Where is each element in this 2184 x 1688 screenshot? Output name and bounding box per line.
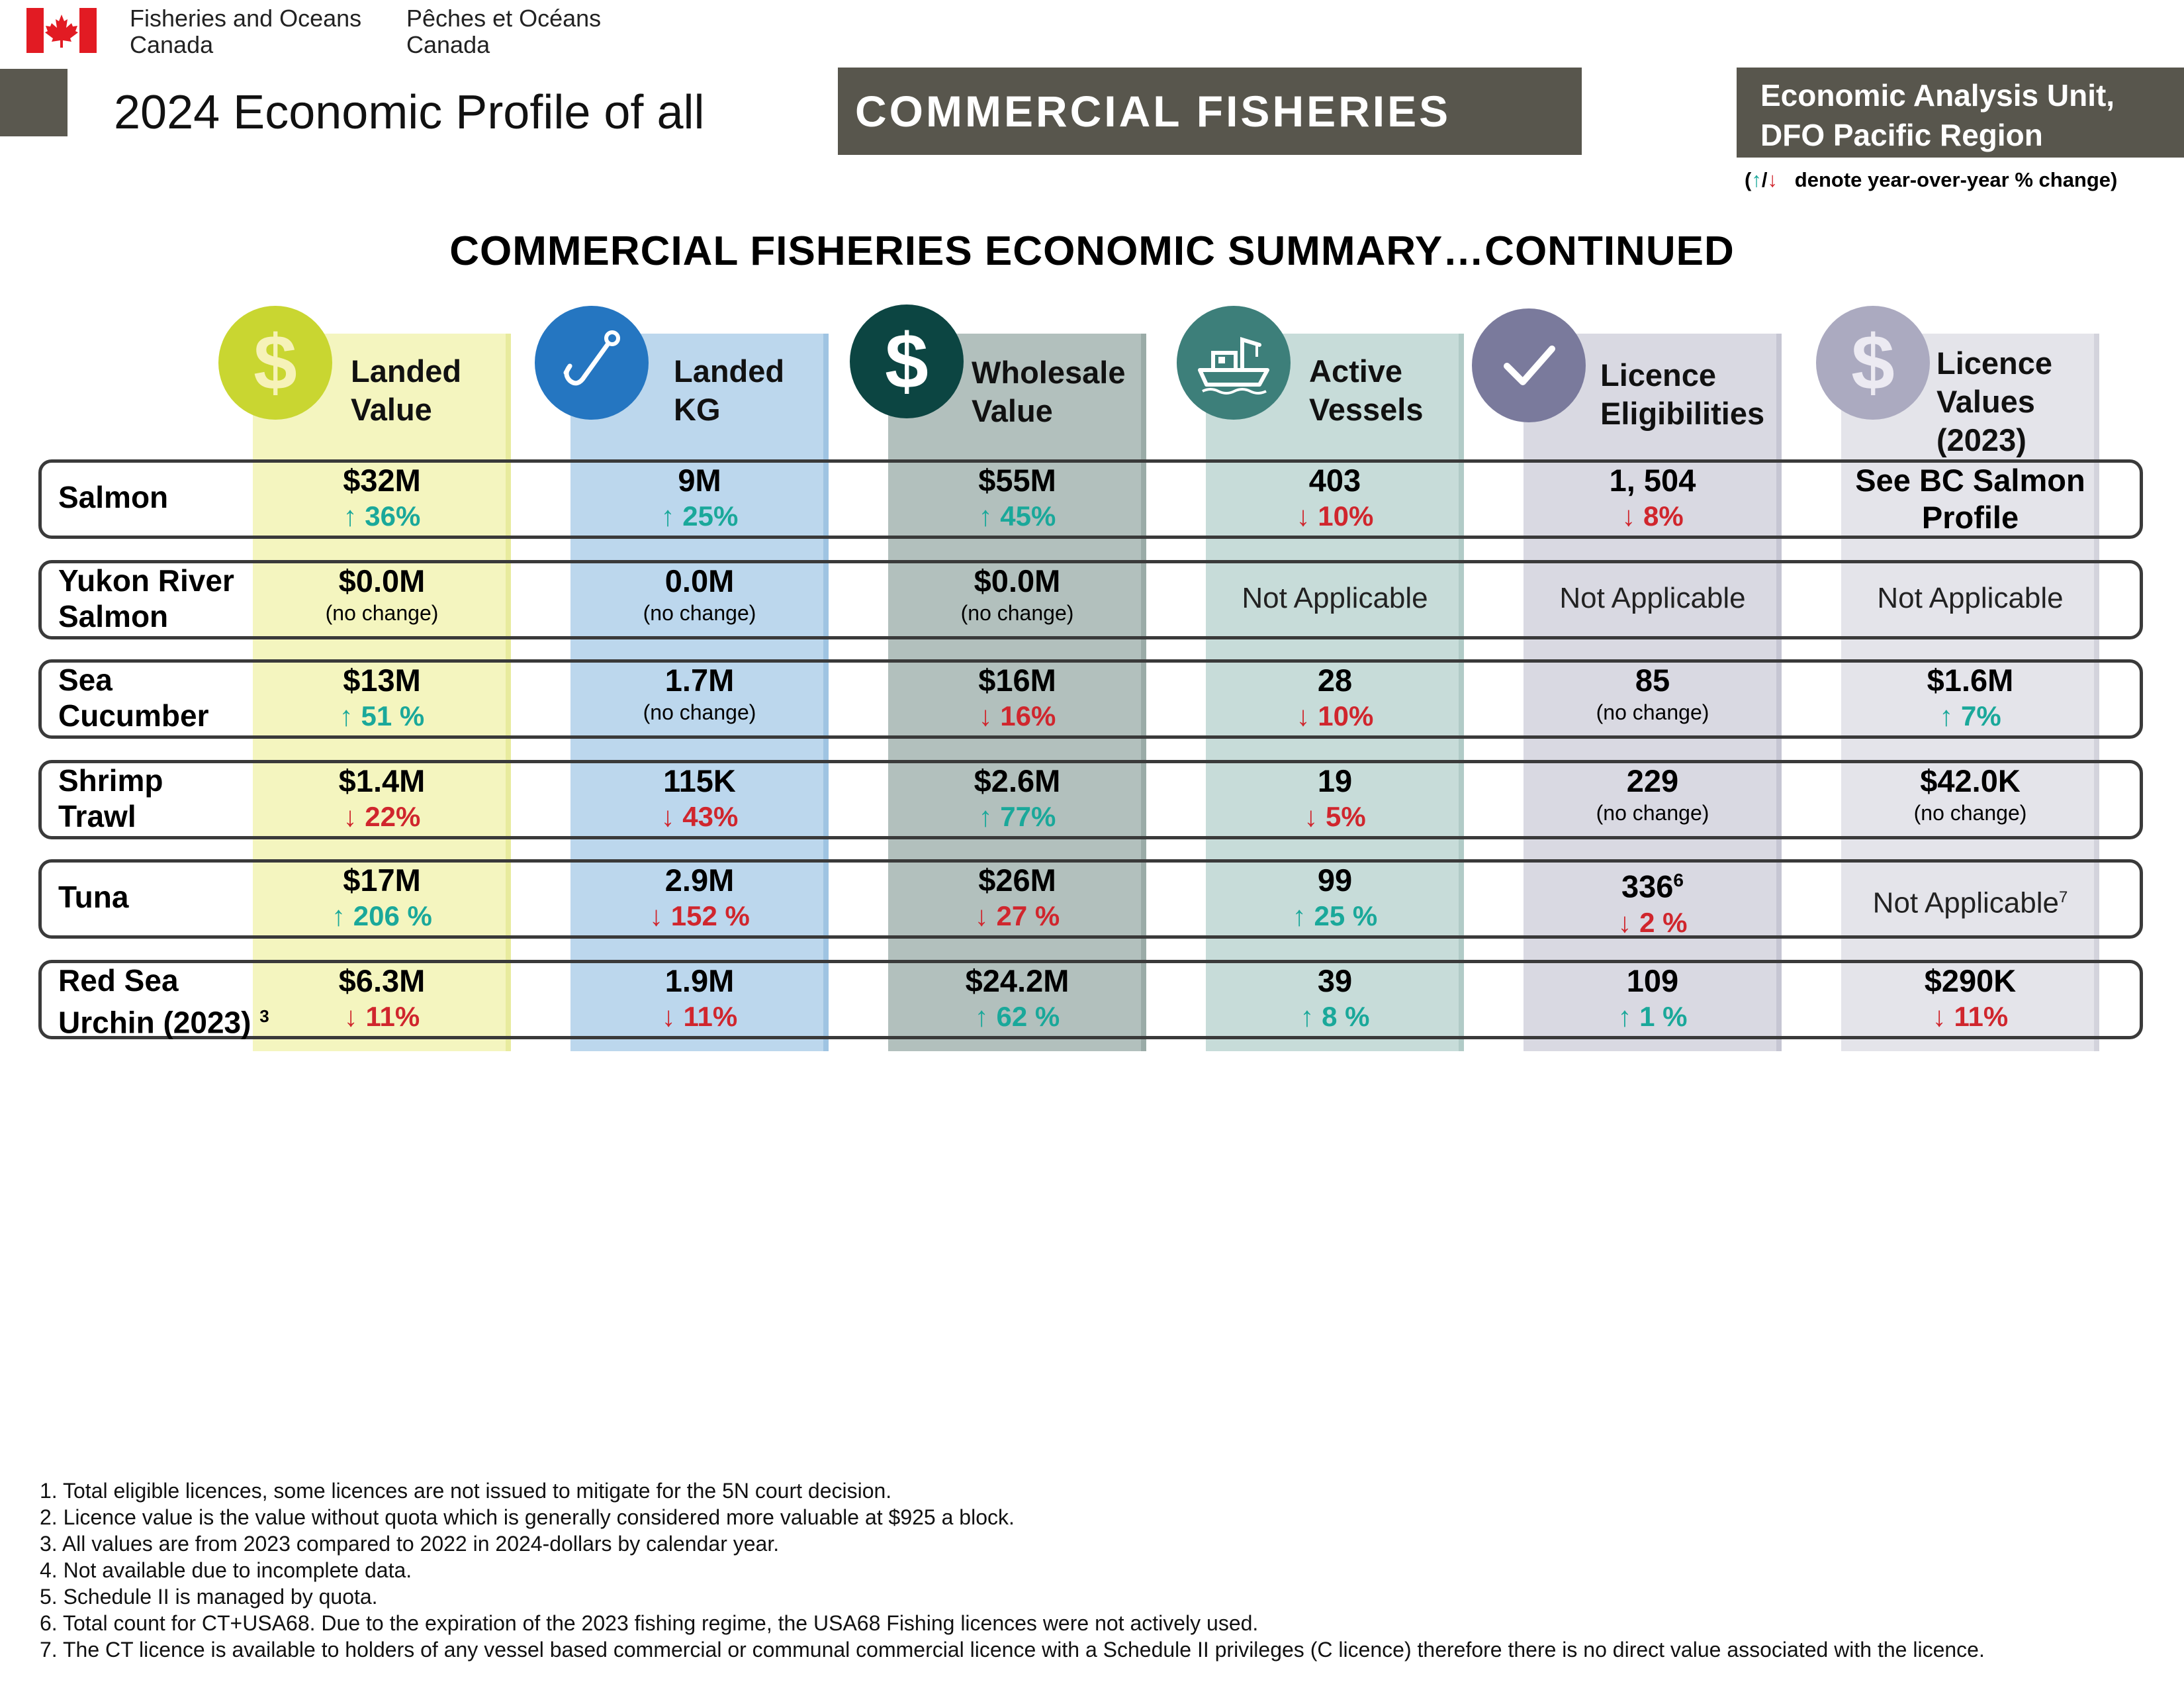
cell-shrimp-trawl-active-vessels: 19 ↓ 5%: [1304, 763, 1366, 832]
up-arrow-icon: ↑: [978, 500, 993, 532]
cell-tuna-wholesale-value: $26M ↓ 27 %: [974, 863, 1060, 931]
cell-tuna-licence-eligibilities: $336^6$ ↓ 2 %: [1617, 868, 1688, 938]
footnote: 6. Total count for CT+USA68. Due to the expiration of the 2023 fishing regime, the USA68 Fishing licences were not actively used.: [40, 1611, 1259, 1635]
cell-tuna-landed-kg: 2.9M ↓ 152 %: [649, 863, 750, 931]
cell-yukon-river-salmon-licence-eligibilities: Not Applicable: [1559, 582, 1746, 614]
cell-shrimp-trawl-landed-value: $1.4M ↓ 22%: [338, 763, 426, 832]
cell-salmon-wholesale-value: $55M ↑ 45%: [978, 463, 1056, 532]
cell-sea-cucumber-active-vessels: 28 ↓ 10%: [1296, 663, 1374, 731]
down-arrow-icon: ↓: [343, 801, 357, 832]
dollar-icon: $: [218, 306, 332, 420]
footnote: 4. Not available due to incomplete data.: [40, 1558, 412, 1582]
down-arrow-icon: ↓: [1932, 1001, 1946, 1032]
footnote: 7. The CT licence is available to holders of any vessel based commercial or communal commercial licence with a Schedule II privileges (C licence) therefore there is no direct value associated with the licence.: [40, 1638, 1985, 1662]
page-title: 2024 Economic Profile of all: [114, 86, 705, 139]
decorative-square: [0, 69, 68, 136]
column-header-landed-value: Landed Value: [351, 353, 462, 427]
cell-sea-cucumber-licence-values: $1.6M ↑ 7%: [1927, 663, 2014, 731]
down-arrow-icon: ↓: [1767, 168, 1778, 191]
cell-sea-cucumber-landed-value: $13M ↑ 51 %: [339, 663, 425, 731]
arrow-legend: (↑/↓ denote year-over-year % change): [1745, 168, 2118, 191]
cell-salmon-licence-eligibilities: 1, 504 ↓ 8%: [1609, 463, 1696, 532]
cell-sea-cucumber-licence-eligibilities: 85 (no change): [1596, 663, 1709, 724]
cell-salmon-licence-values: See BC Salmon Profile: [1855, 463, 2085, 535]
checkmark-icon: [1472, 308, 1586, 422]
cell-red-sea-urchin-landed-value: $6.3M ↓ 11%: [338, 963, 426, 1032]
cell-shrimp-trawl-wholesale-value: $2.6M ↑ 77%: [974, 763, 1061, 832]
up-arrow-icon: ↑: [660, 500, 675, 532]
cell-sea-cucumber-wholesale-value: $16M ↓ 16%: [978, 663, 1056, 731]
cell-shrimp-trawl-landed-kg: 115K ↓ 43%: [660, 763, 739, 832]
column-header-licence-eligibilities: Licence Eligibilities: [1600, 357, 1765, 431]
down-arrow-icon: ↓: [649, 900, 664, 931]
up-arrow-icon: ↑: [1292, 900, 1306, 931]
down-arrow-icon: ↓: [1617, 906, 1632, 938]
cell-yukon-river-salmon-active-vessels: Not Applicable: [1242, 582, 1428, 614]
up-arrow-icon: ↑: [1751, 168, 1762, 191]
down-arrow-icon: ↓: [1304, 801, 1318, 832]
cell-red-sea-urchin-licence-values: $290K ↓ 11%: [1924, 963, 2017, 1032]
cell-salmon-landed-kg: 9M ↑ 25%: [660, 463, 739, 532]
cell-red-sea-urchin-active-vessels: 39 ↑ 8 %: [1300, 963, 1370, 1032]
down-arrow-icon: ↓: [661, 1001, 676, 1032]
down-arrow-icon: ↓: [1296, 700, 1310, 731]
down-arrow-icon: ↓: [343, 1001, 358, 1032]
canada-flag-icon: [26, 8, 97, 53]
cell-shrimp-trawl-licence-values: $42.0K (no change): [1913, 763, 2027, 825]
row-label-salmon: Salmon: [58, 480, 169, 514]
row-label-red-sea-urchin: Red Sea Urchin (2023) $^3$: [58, 963, 269, 1040]
up-arrow-icon: ↑: [974, 1001, 989, 1032]
up-arrow-icon: ↑: [343, 500, 357, 532]
cell-sea-cucumber-landed-kg: 1.7M (no change): [643, 663, 756, 724]
column-header-licence-values: Licence Values (2023): [1936, 346, 2053, 457]
cell-tuna-landed-value: $17M ↑ 206 %: [332, 863, 432, 931]
cell-red-sea-urchin-landed-kg: 1.9M ↓ 11%: [661, 963, 738, 1032]
cell-yukon-river-salmon-wholesale-value: $0.0M (no change): [960, 563, 1074, 625]
cell-tuna-licence-values: Not Applicable$^7$: [1872, 886, 2068, 919]
cell-yukon-river-salmon-landed-value: $0.0M (no change): [325, 563, 439, 625]
row-label-sea-cucumber: Sea Cucumber: [58, 663, 209, 733]
column-header-wholesale-value: Wholesale Value: [972, 355, 1126, 428]
down-arrow-icon: ↓: [1621, 500, 1636, 532]
down-arrow-icon: ↓: [1296, 500, 1310, 532]
up-arrow-icon: ↑: [1300, 1001, 1314, 1032]
cell-salmon-active-vessels: 403 ↓ 10%: [1296, 463, 1374, 532]
down-arrow-icon: ↓: [978, 700, 993, 731]
dollar-icon: $: [1816, 306, 1930, 420]
department-name-french: Pêches et Océans Canada: [406, 5, 602, 58]
cell-yukon-river-salmon-licence-values: Not Applicable: [1877, 582, 2064, 614]
cell-red-sea-urchin-licence-eligibilities: 109 ↑ 1 %: [1617, 963, 1688, 1032]
row-label-yukon-river-salmon: Yukon River Salmon: [58, 563, 234, 633]
row-label-shrimp-trawl: Shrimp Trawl: [58, 763, 163, 833]
footnotes: [40, 1477, 1985, 1663]
fishing-vessel-icon: [1177, 306, 1291, 420]
footnote: 5. Schedule II is managed by quota.: [40, 1585, 378, 1609]
down-arrow-icon: ↓: [660, 801, 675, 832]
dollar-icon: $: [850, 305, 964, 418]
footnote: 3. All values are from 2023 compared to 2022 in 2024-dollars by calendar year.: [40, 1532, 780, 1556]
up-arrow-icon: ↑: [339, 700, 353, 731]
department-name-english: Fisheries and Oceans Canada: [130, 5, 362, 58]
fish-hook-icon: [535, 306, 649, 420]
unit-box: Economic Analysis Unit, DFO Pacific Region: [1737, 68, 2184, 158]
cell-yukon-river-salmon-landed-kg: 0.0M (no change): [643, 563, 756, 625]
up-arrow-icon: ↑: [1939, 700, 1954, 731]
up-arrow-icon: ↑: [332, 900, 346, 931]
up-arrow-icon: ↑: [1617, 1001, 1632, 1032]
row-label-tuna: Tuna: [58, 880, 129, 914]
footnote: 2. Licence value is the value without quota which is generally considered more valuable at $925 a block.: [40, 1505, 1015, 1529]
cell-tuna-active-vessels: 99 ↑ 25 %: [1292, 863, 1378, 931]
up-arrow-icon: ↑: [978, 801, 993, 832]
cell-shrimp-trawl-licence-eligibilities: 229 (no change): [1596, 763, 1709, 825]
summary-title: COMMERCIAL FISHERIES ECONOMIC SUMMARY…CONTINUED: [449, 228, 1735, 274]
cell-red-sea-urchin-wholesale-value: $24.2M ↑ 62 %: [965, 963, 1069, 1032]
column-header-active-vessels: Active Vessels: [1309, 353, 1424, 427]
cell-salmon-landed-value: $32M ↑ 36%: [343, 463, 421, 532]
column-header-landed-kg: Landed KG: [674, 353, 785, 427]
title-tag: COMMERCIAL FISHERIES: [838, 68, 1582, 155]
footnote: 1. Total eligible licences, some licences are not issued to mitigate for the 5N court decision.: [40, 1479, 892, 1503]
down-arrow-icon: ↓: [974, 900, 989, 931]
